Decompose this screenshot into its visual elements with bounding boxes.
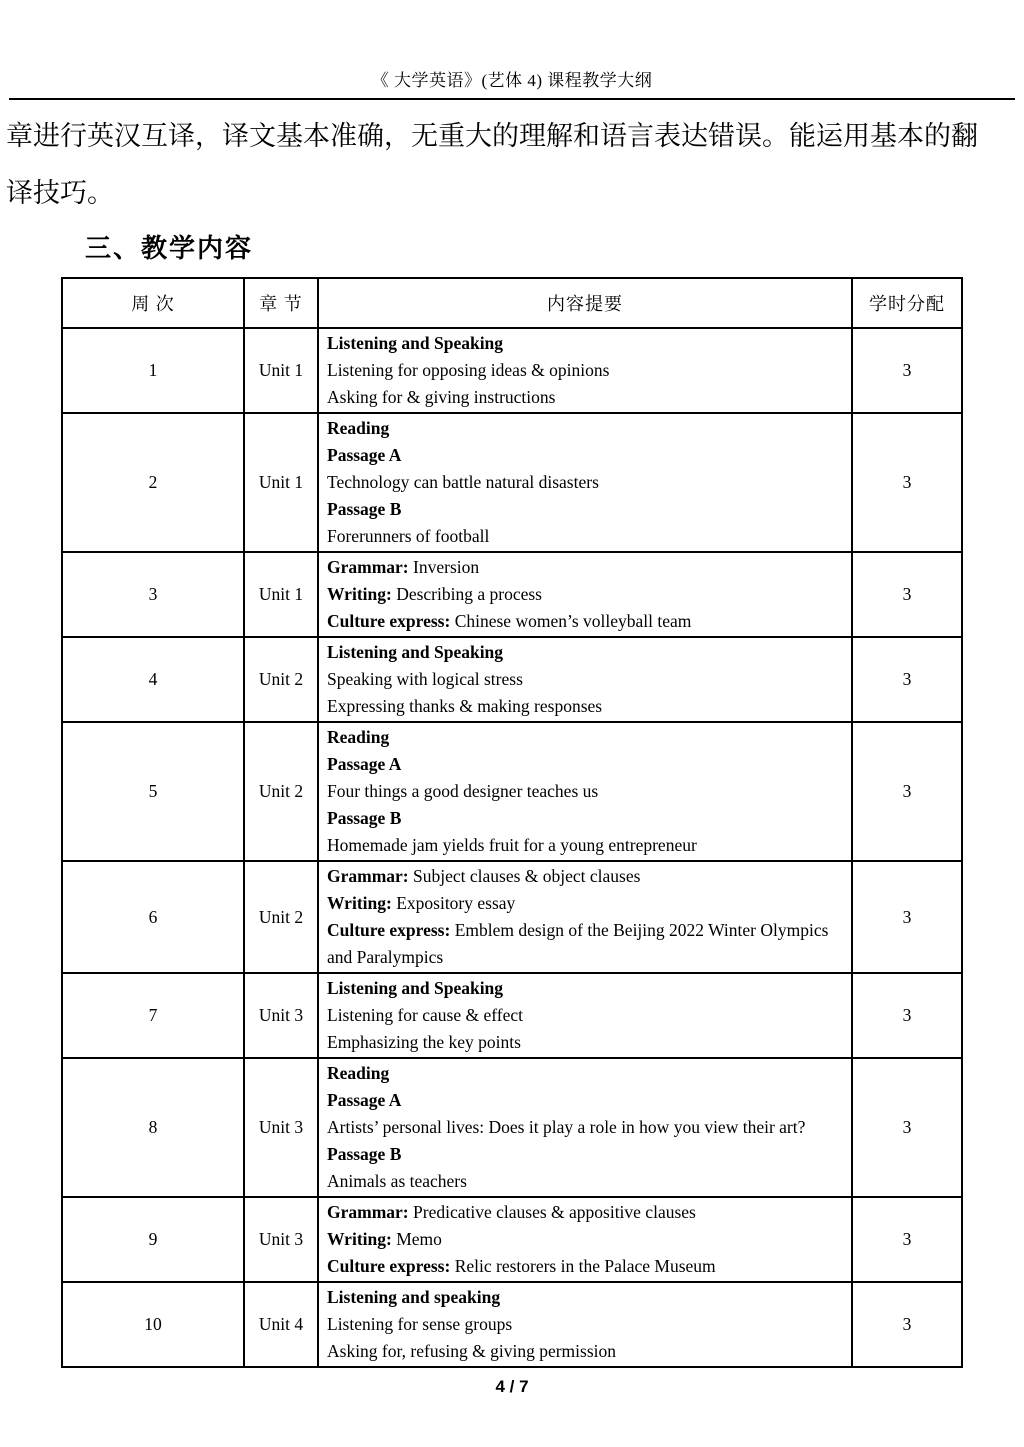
content-cell: [318, 413, 852, 552]
unit-cell: Unit 3: [244, 1197, 318, 1282]
unit-cell: Unit 2: [244, 637, 318, 722]
content-line: [327, 415, 843, 442]
page-header-title: 《 大学英语》(艺体 4) 课程教学大纲: [371, 71, 653, 90]
table-row: [62, 1197, 962, 1282]
content-line: [327, 751, 843, 778]
table-row: [62, 552, 962, 637]
content-line: [327, 330, 843, 357]
bold-label: Passage B: [327, 808, 402, 828]
content-line: [327, 496, 843, 523]
content-line: Writing: Expository essay: [327, 893, 516, 913]
content-line: Expressing thanks & making responses: [327, 696, 603, 716]
content-cell: [318, 552, 852, 637]
content-line: Grammar: Subject clauses & object clauses: [327, 866, 641, 886]
bold-label: Passage A: [327, 754, 402, 774]
col-header-unit: 章 节: [244, 278, 318, 328]
bold-label: Writing:: [327, 1229, 392, 1249]
col-header-week: 周 次: [62, 278, 244, 328]
bold-label: Listening and speaking: [327, 1287, 501, 1307]
unit-cell: Unit 1: [244, 552, 318, 637]
content-line: Homemade jam yields fruit for a young entrepreneur: [327, 835, 697, 855]
bold-label: Passage A: [327, 445, 402, 465]
hours-cell: 3: [852, 328, 962, 413]
table-header-row: [62, 278, 962, 328]
content-line: [327, 1284, 843, 1311]
table-row: [62, 1282, 962, 1367]
bold-label: Culture express:: [327, 611, 451, 631]
week-cell: 10: [62, 1282, 244, 1367]
content-line: Grammar: Inversion: [327, 557, 480, 577]
bold-label: Writing:: [327, 893, 392, 913]
unit-cell: Unit 3: [244, 973, 318, 1058]
bold-label: Culture express:: [327, 1256, 451, 1276]
content-line: [327, 1060, 843, 1087]
bold-label: Culture express:: [327, 920, 451, 940]
content-cell: [318, 1197, 852, 1282]
hours-cell: 3: [852, 1282, 962, 1367]
unit-cell: Unit 2: [244, 861, 318, 973]
bold-label: Reading: [327, 727, 390, 747]
table-row: [62, 637, 962, 722]
bold-label: Reading: [327, 1063, 390, 1083]
content-line: [327, 724, 843, 751]
content-line: Culture express: Relic restorers in the Palace Museum: [327, 1256, 716, 1276]
unit-cell: Unit 1: [244, 413, 318, 552]
content-line: Four things a good designer teaches us: [327, 781, 599, 801]
bold-label: Writing:: [327, 584, 392, 604]
unit-cell: Unit 3: [244, 1058, 318, 1197]
content-cell: [318, 861, 852, 973]
content-line: Listening for cause & effect: [327, 1005, 523, 1025]
bold-label: Listening and Speaking: [327, 333, 504, 353]
content-cell: [318, 722, 852, 861]
content-line: [327, 975, 843, 1002]
bold-label: Listening and Speaking: [327, 978, 504, 998]
page-number: 4 / 7: [495, 1377, 529, 1396]
header-divider: [9, 98, 1015, 100]
week-cell: 8: [62, 1058, 244, 1197]
content-line: [327, 442, 843, 469]
table-row: [62, 973, 962, 1058]
content-cell: [318, 1282, 852, 1367]
bold-label: Passage B: [327, 499, 402, 519]
content-line: Listening for opposing ideas & opinions: [327, 360, 610, 380]
unit-cell: Unit 4: [244, 1282, 318, 1367]
content-line: [327, 1141, 843, 1168]
hours-cell: 3: [852, 973, 962, 1058]
content-cell: [318, 973, 852, 1058]
content-line: Culture express: Emblem design of the Beijing 2022 Winter Olympics and Paralympics: [327, 920, 829, 967]
hours-cell: 3: [852, 552, 962, 637]
intro-paragraph: [6, 108, 1014, 222]
content-line: Writing: Memo: [327, 1229, 442, 1249]
col-header-summary: 内容提要: [318, 278, 852, 328]
section-heading: 三、教学内容: [85, 233, 254, 263]
week-cell: 5: [62, 722, 244, 861]
bold-label: Passage A: [327, 1090, 402, 1110]
hours-cell: 3: [852, 861, 962, 973]
hours-cell: 3: [852, 1058, 962, 1197]
content-line: Forerunners of football: [327, 526, 490, 546]
week-cell: 2: [62, 413, 244, 552]
week-cell: 3: [62, 552, 244, 637]
table-row: [62, 413, 962, 552]
week-cell: 9: [62, 1197, 244, 1282]
table-row: [62, 861, 962, 973]
table-row: [62, 722, 962, 861]
content-line: Speaking with logical stress: [327, 669, 523, 689]
content-line: Asking for & giving instructions: [327, 387, 556, 407]
hours-cell: 3: [852, 637, 962, 722]
unit-cell: Unit 1: [244, 328, 318, 413]
content-line: Asking for, refusing & giving permission: [327, 1341, 616, 1361]
content-line: Writing: Describing a process: [327, 584, 542, 604]
unit-cell: Unit 2: [244, 722, 318, 861]
intro-line: 译技巧。: [6, 178, 114, 208]
table-row: [62, 1058, 962, 1197]
bold-label: Passage B: [327, 1144, 402, 1164]
content-line: Emphasizing the key points: [327, 1032, 521, 1052]
col-header-hours: 学时分配: [852, 278, 962, 328]
hours-cell: 3: [852, 1197, 962, 1282]
teaching-content-table: [61, 277, 963, 1368]
content-line: Grammar: Predicative clauses & appositive clauses: [327, 1202, 696, 1222]
content-line: Artists’ personal lives: Does it play a role in how you view their art?: [327, 1117, 806, 1137]
content-cell: [318, 637, 852, 722]
week-cell: 7: [62, 973, 244, 1058]
intro-line: 章进行英汉互译，译文基本准确，无重大的理解和语言表达错误。能运用基本的翻: [6, 121, 978, 151]
content-line: Culture express: Chinese women’s volleyball team: [327, 611, 692, 631]
table-row: [62, 328, 962, 413]
content-cell: [318, 1058, 852, 1197]
bold-label: Grammar:: [327, 866, 409, 886]
bold-label: Grammar:: [327, 557, 409, 577]
content-line: [327, 805, 843, 832]
bold-label: Listening and Speaking: [327, 642, 504, 662]
week-cell: 4: [62, 637, 244, 722]
hours-cell: 3: [852, 413, 962, 552]
bold-label: Reading: [327, 418, 390, 438]
week-cell: 6: [62, 861, 244, 973]
hours-cell: 3: [852, 722, 962, 861]
content-line: Animals as teachers: [327, 1171, 467, 1191]
content-line: [327, 1087, 843, 1114]
bold-label: Grammar:: [327, 1202, 409, 1222]
content-cell: [318, 328, 852, 413]
content-line: [327, 639, 843, 666]
content-line: Listening for sense groups: [327, 1314, 513, 1334]
content-line: Technology can battle natural disasters: [327, 472, 599, 492]
week-cell: 1: [62, 328, 244, 413]
